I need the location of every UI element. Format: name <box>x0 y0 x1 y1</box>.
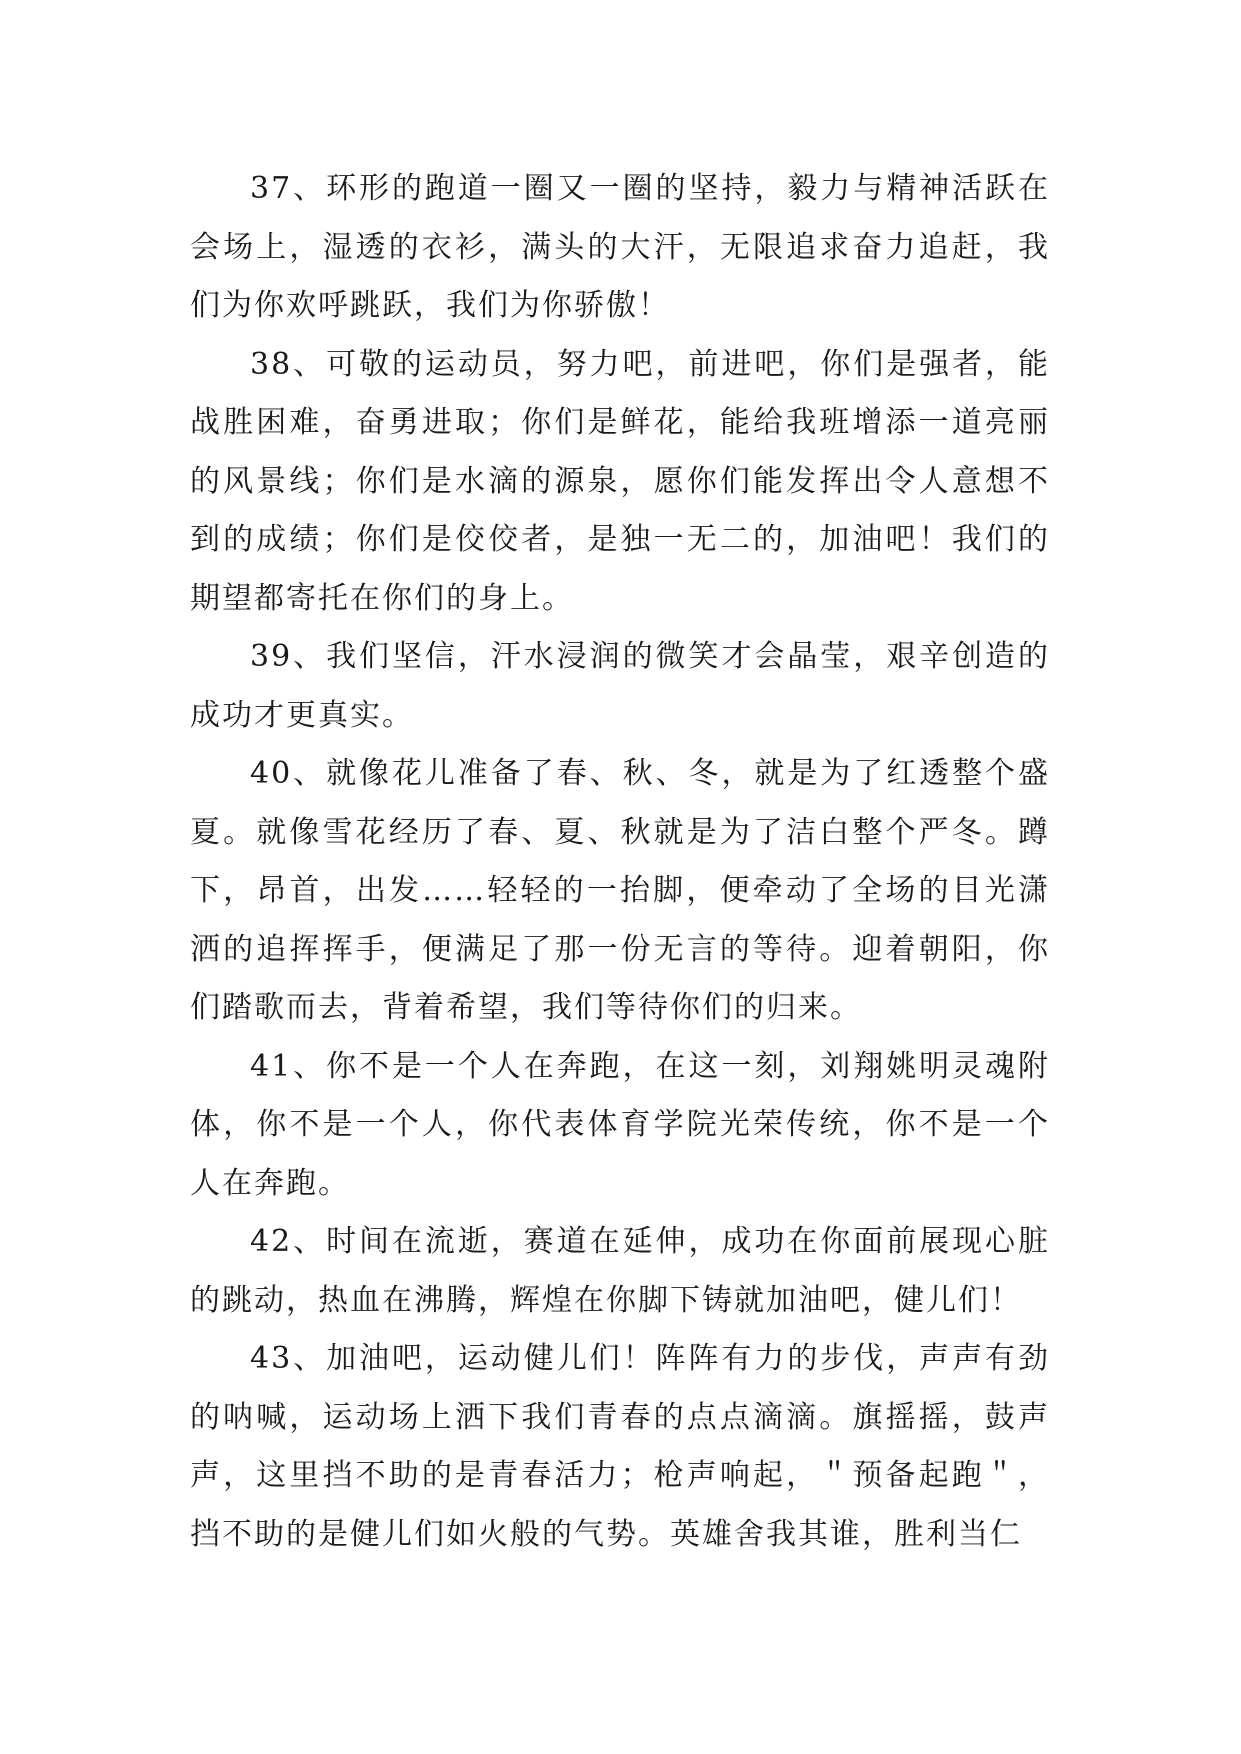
paragraph-41: 41、你不是一个人在奔跑，在这一刻，刘翔姚明灵魂附体，你不是一个人，你代表体育学院光荣传统，你不是一个人在奔跑。 <box>190 1048 1050 1201</box>
paragraph-37: 37、环形的跑道一圈又一圈的坚持，毅力与精神活跃在会场上，湿透的衣衫，满头的大汗，无限追求奋力追赶，我们为你欢呼跳跃，我们为你骄傲！ <box>190 171 1050 323</box>
paragraph-43: 43、加油吧，运动健儿们！阵阵有力的步伐，声声有劲的呐喊，运动场上洒下我们青春的点点滴滴。旗摇摇，鼓声声，这里挡不助的是青春活力；枪声响起，＂预备起跑＂，挡不助的是健儿们如火般的气势。英雄舍我其谁，胜利当仁 <box>190 1341 1050 1552</box>
paragraph-39: 39、我们坚信，汗水浸润的微笑才会晶莹，艰辛创造的成功才更真实。 <box>190 639 1050 733</box>
paragraph-42: 42、时间在流逝，赛道在延伸，成功在你面前展现心脏的跳动，热血在沸腾，辉煌在你脚下铸就加油吧，健儿们！ <box>190 1224 1050 1318</box>
paragraph-40: 40、就像花儿准备了春、秋、冬，就是为了红透整个盛夏。就像雪花经历了春、夏、秋就是为了洁白整个严冬。蹲下，昂首，出发……轻轻的一抬脚，便牵动了全场的目光潇洒的追挥挥手，便满足了那一份无言的等待。迎着朝阳，你们踏歌而去，背着希望，我们等待你们的归来。 <box>190 756 1050 1025</box>
paragraph-38: 38、可敬的运动员，努力吧，前进吧，你们是强者，能战胜困难，奋勇进取；你们是鲜花，能给我班增添一道亮丽的风景线；你们是水滴的源泉，愿你们能发挥出令人意想不到的成绩；你们是佼佼者，是独一无二的，加油吧！我们的期望都寄托在你们的身上。 <box>190 346 1050 616</box>
document-body <box>190 160 1050 1564</box>
